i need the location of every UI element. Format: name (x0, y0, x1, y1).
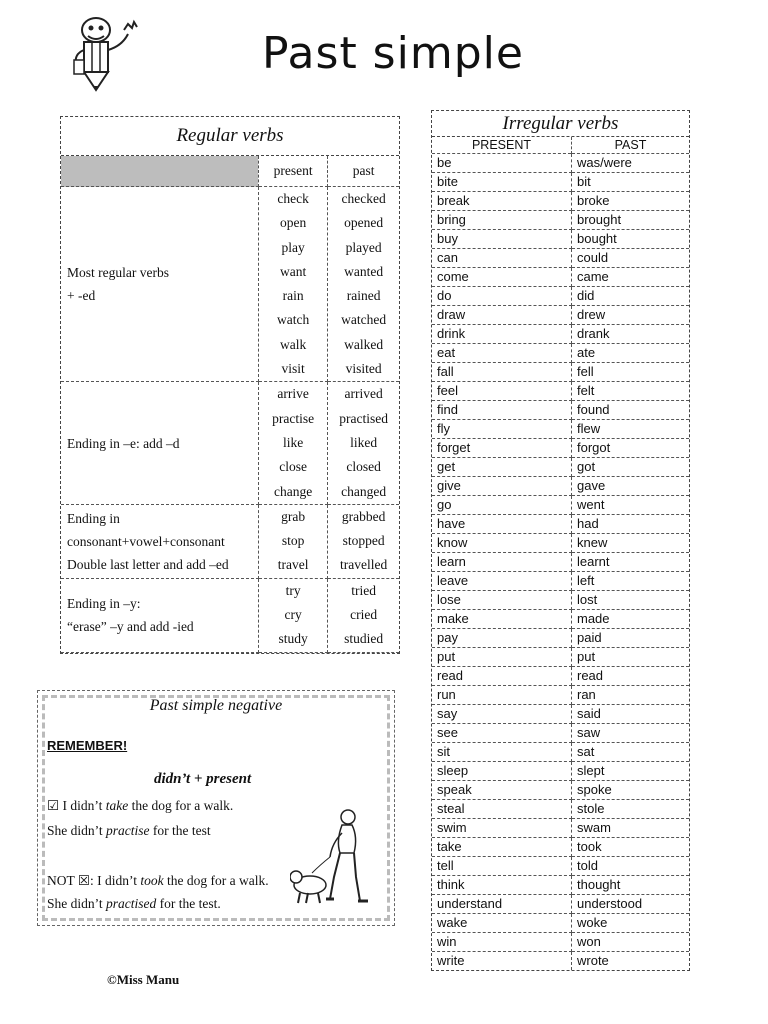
past-cell: flew (572, 420, 690, 439)
rule-line: Ending in –e: add –d (67, 435, 180, 451)
table-row (432, 819, 689, 838)
present-cell (258, 382, 327, 504)
present-cell: find (432, 401, 572, 420)
past-cell: left (572, 572, 690, 591)
table-row (432, 363, 689, 382)
table-row (61, 504, 399, 578)
present-cell: bite (432, 173, 572, 192)
present-cell: go (432, 496, 572, 515)
col-past-header: past (328, 156, 399, 187)
example-text: for the test. (156, 896, 221, 911)
table-row (432, 705, 689, 724)
present-cell: make (432, 610, 572, 629)
man-walking-dog-icon (290, 807, 386, 907)
table-row (432, 914, 689, 933)
present-cell: be (432, 154, 572, 173)
table-row (432, 553, 689, 572)
rule-cell (61, 504, 258, 578)
copyright-footer: ©Miss Manu (107, 972, 180, 987)
negative-box (37, 690, 395, 926)
table-row (432, 591, 689, 610)
table-row (432, 743, 689, 762)
table-row (432, 439, 689, 458)
present-cell: run (432, 686, 572, 705)
remember-label: REMEMBER! (47, 738, 128, 753)
past-verb: tried (351, 582, 377, 598)
past-cell: broke (572, 192, 690, 211)
present-cell: sleep (432, 762, 572, 781)
rule-line: consonant+vowel+consonant (67, 533, 225, 549)
table-row (432, 420, 689, 439)
present-cell: steal (432, 800, 572, 819)
pencil-mascot-icon (66, 10, 142, 92)
past-cell: felt (572, 382, 690, 401)
present-cell: sit (432, 743, 572, 762)
negative-rule: didn’t + present (154, 771, 252, 787)
table-row (432, 154, 689, 173)
table-row (432, 952, 689, 971)
present-cell: drink (432, 325, 572, 344)
table-row (432, 857, 689, 876)
table-row (432, 477, 689, 496)
table-row (432, 344, 689, 363)
table-row (432, 401, 689, 420)
past-verb: checked (341, 191, 386, 206)
present-verb: arrive (277, 386, 309, 402)
present-cell: win (432, 933, 572, 952)
table-row (432, 838, 689, 857)
example-line (47, 798, 233, 814)
present-verb: change (274, 483, 313, 499)
table-header-row (61, 156, 399, 187)
present-cell: say (432, 705, 572, 724)
past-verb: liked (350, 434, 378, 450)
table-row (432, 667, 689, 686)
past-cell: won (572, 933, 690, 952)
past-cell: gave (572, 477, 690, 496)
table-row (432, 458, 689, 477)
present-verb: practise (272, 410, 315, 426)
present-cell (258, 504, 327, 578)
table-row (432, 325, 689, 344)
past-cell: bought (572, 230, 690, 249)
past-cell: paid (572, 629, 690, 648)
table-row (432, 895, 689, 914)
table-row (432, 496, 689, 515)
past-cell: ran (572, 686, 690, 705)
present-verb: play (281, 239, 305, 255)
past-cell: read (572, 667, 690, 686)
example-text: the dog for a walk. (163, 873, 269, 888)
present-cell: have (432, 515, 572, 534)
past-cell: learnt (572, 553, 690, 572)
present-cell: swim (432, 819, 572, 838)
past-cell: told (572, 857, 690, 876)
present-verb: visit (281, 361, 305, 377)
table-row (432, 534, 689, 553)
past-verb: changed (341, 483, 387, 499)
table-row (432, 610, 689, 629)
present-cell: understand (432, 895, 572, 914)
table-header-row (432, 137, 689, 154)
table-row (432, 933, 689, 952)
past-cell: could (572, 249, 690, 268)
present-verb: rain (282, 288, 304, 304)
table-row (432, 268, 689, 287)
table-row (432, 629, 689, 648)
past-cell: brought (572, 211, 690, 230)
present-verb: want (280, 263, 307, 279)
past-cell: slept (572, 762, 690, 781)
present-cell: fly (432, 420, 572, 439)
past-cell: bit (572, 173, 690, 192)
past-verb: wanted (344, 263, 384, 279)
past-cell: took (572, 838, 690, 857)
past-cell: went (572, 496, 690, 515)
past-cell: ate (572, 344, 690, 363)
past-cell (328, 504, 399, 578)
present-cell (258, 578, 327, 652)
page-title: Past simple (262, 28, 524, 79)
present-cell: speak (432, 781, 572, 800)
example-verb: practise (106, 823, 150, 838)
past-verb: watched (341, 312, 387, 328)
table-row (432, 876, 689, 895)
example-text: NOT ☒: I didn’t (47, 873, 141, 888)
table-row (61, 578, 399, 652)
past-verb: studied (344, 631, 384, 647)
regular-verbs-table (60, 116, 400, 654)
table-row (432, 781, 689, 800)
present-cell: write (432, 952, 572, 971)
present-cell: can (432, 249, 572, 268)
past-cell: spoke (572, 781, 690, 800)
present-verb: walk (280, 336, 307, 352)
present-cell: wake (432, 914, 572, 933)
rule-line: Ending in (67, 510, 120, 526)
present-cell: leave (432, 572, 572, 591)
past-verb: closed (346, 459, 381, 475)
example-line (47, 896, 221, 912)
past-cell: put (572, 648, 690, 667)
past-cell: drank (572, 325, 690, 344)
past-cell: found (572, 401, 690, 420)
present-cell (258, 187, 327, 382)
present-cell: give (432, 477, 572, 496)
rule-line: Double last letter and add –ed (67, 556, 229, 572)
past-verb: arrived (344, 386, 383, 402)
present-cell: know (432, 534, 572, 553)
rule-line: “erase” –y and add -ied (67, 619, 194, 635)
present-verb: travel (277, 557, 309, 573)
table-row (432, 173, 689, 192)
past-verb: visited (345, 361, 382, 377)
present-verb: check (277, 191, 309, 206)
past-cell: sat (572, 743, 690, 762)
past-cell: thought (572, 876, 690, 895)
past-verb: travelled (340, 557, 388, 573)
past-verb: grabbed (341, 508, 386, 524)
present-cell: think (432, 876, 572, 895)
past-cell (328, 382, 399, 504)
past-verb: cried (350, 607, 378, 623)
example-text: She didn’t (47, 823, 107, 838)
col-past-header: PAST (572, 137, 690, 154)
past-cell: saw (572, 724, 690, 743)
col-present-header: present (258, 156, 327, 187)
present-cell: fall (432, 363, 572, 382)
present-verb: stop (281, 533, 305, 549)
past-cell: had (572, 515, 690, 534)
present-verb: open (280, 215, 307, 231)
past-cell: swam (572, 819, 690, 838)
present-cell: see (432, 724, 572, 743)
table-row (432, 724, 689, 743)
past-verb: walked (344, 336, 384, 352)
present-cell: eat (432, 344, 572, 363)
past-cell: made (572, 610, 690, 629)
past-cell: wrote (572, 952, 690, 971)
example-text: the dog for a walk. (128, 798, 234, 813)
table-row (432, 800, 689, 819)
table-row (432, 249, 689, 268)
present-verb: watch (277, 312, 310, 328)
past-cell: got (572, 458, 690, 477)
example-verb: took (140, 873, 164, 888)
present-cell: come (432, 268, 572, 287)
past-verb: opened (344, 215, 384, 231)
example-verb: take (105, 798, 129, 813)
example-text: She didn’t (47, 896, 107, 911)
table-row (432, 211, 689, 230)
negative-heading: Past simple negative (149, 697, 283, 714)
table-row (432, 515, 689, 534)
rule-cell (61, 382, 258, 504)
rule-cell (61, 578, 258, 652)
table-row (432, 192, 689, 211)
present-cell: feel (432, 382, 572, 401)
present-cell: tell (432, 857, 572, 876)
past-verb: played (345, 239, 382, 255)
table-row (432, 648, 689, 667)
irregular-verbs-table (431, 110, 690, 971)
present-verb: cry (284, 607, 302, 623)
table-row (432, 382, 689, 401)
table-row (432, 572, 689, 591)
present-cell: lose (432, 591, 572, 610)
present-verb: try (285, 582, 301, 598)
rule-line: Most regular verbs (67, 265, 169, 281)
present-verb: like (283, 434, 304, 450)
present-cell: draw (432, 306, 572, 325)
table-row (61, 187, 399, 382)
present-cell: get (432, 458, 572, 477)
irregular-verbs-heading: Irregular verbs (432, 111, 689, 137)
table-row (61, 382, 399, 504)
table-row (432, 762, 689, 781)
present-cell: put (432, 648, 572, 667)
present-cell: buy (432, 230, 572, 249)
present-cell: pay (432, 629, 572, 648)
past-cell (328, 578, 399, 652)
table-row (432, 686, 689, 705)
past-cell: said (572, 705, 690, 724)
past-cell: forgot (572, 439, 690, 458)
table-row (432, 230, 689, 249)
example-line (47, 873, 269, 889)
present-cell: learn (432, 553, 572, 572)
present-cell: bring (432, 211, 572, 230)
present-cell: take (432, 838, 572, 857)
past-verb: practised (339, 410, 389, 426)
table-row (432, 287, 689, 306)
past-cell: did (572, 287, 690, 306)
past-cell: lost (572, 591, 690, 610)
table-row (432, 306, 689, 325)
present-cell: read (432, 667, 572, 686)
example-line (47, 823, 211, 839)
past-cell: came (572, 268, 690, 287)
header-blank-cell (61, 156, 258, 187)
rule-cell (61, 187, 258, 382)
example-verb: practised (106, 896, 157, 911)
col-present-header: PRESENT (432, 137, 572, 154)
example-text: ☑ I didn’t (47, 798, 106, 813)
past-cell: drew (572, 306, 690, 325)
example-text: for the test (149, 823, 211, 838)
present-cell: break (432, 192, 572, 211)
past-cell: understood (572, 895, 690, 914)
rule-line: Ending in –y: (67, 596, 141, 612)
past-verb: rained (346, 288, 381, 304)
past-cell: was/were (572, 154, 690, 173)
past-cell (328, 187, 399, 382)
past-verb: stopped (342, 533, 385, 549)
present-cell: forget (432, 439, 572, 458)
present-cell: do (432, 287, 572, 306)
present-verb: study (278, 631, 308, 647)
regular-verbs-heading: Regular verbs (61, 117, 399, 156)
past-cell: woke (572, 914, 690, 933)
present-verb: close (279, 459, 308, 475)
past-cell: knew (572, 534, 690, 553)
rule-line: + -ed (67, 288, 96, 304)
past-cell: fell (572, 363, 690, 382)
present-verb: grab (281, 508, 306, 524)
past-cell: stole (572, 800, 690, 819)
